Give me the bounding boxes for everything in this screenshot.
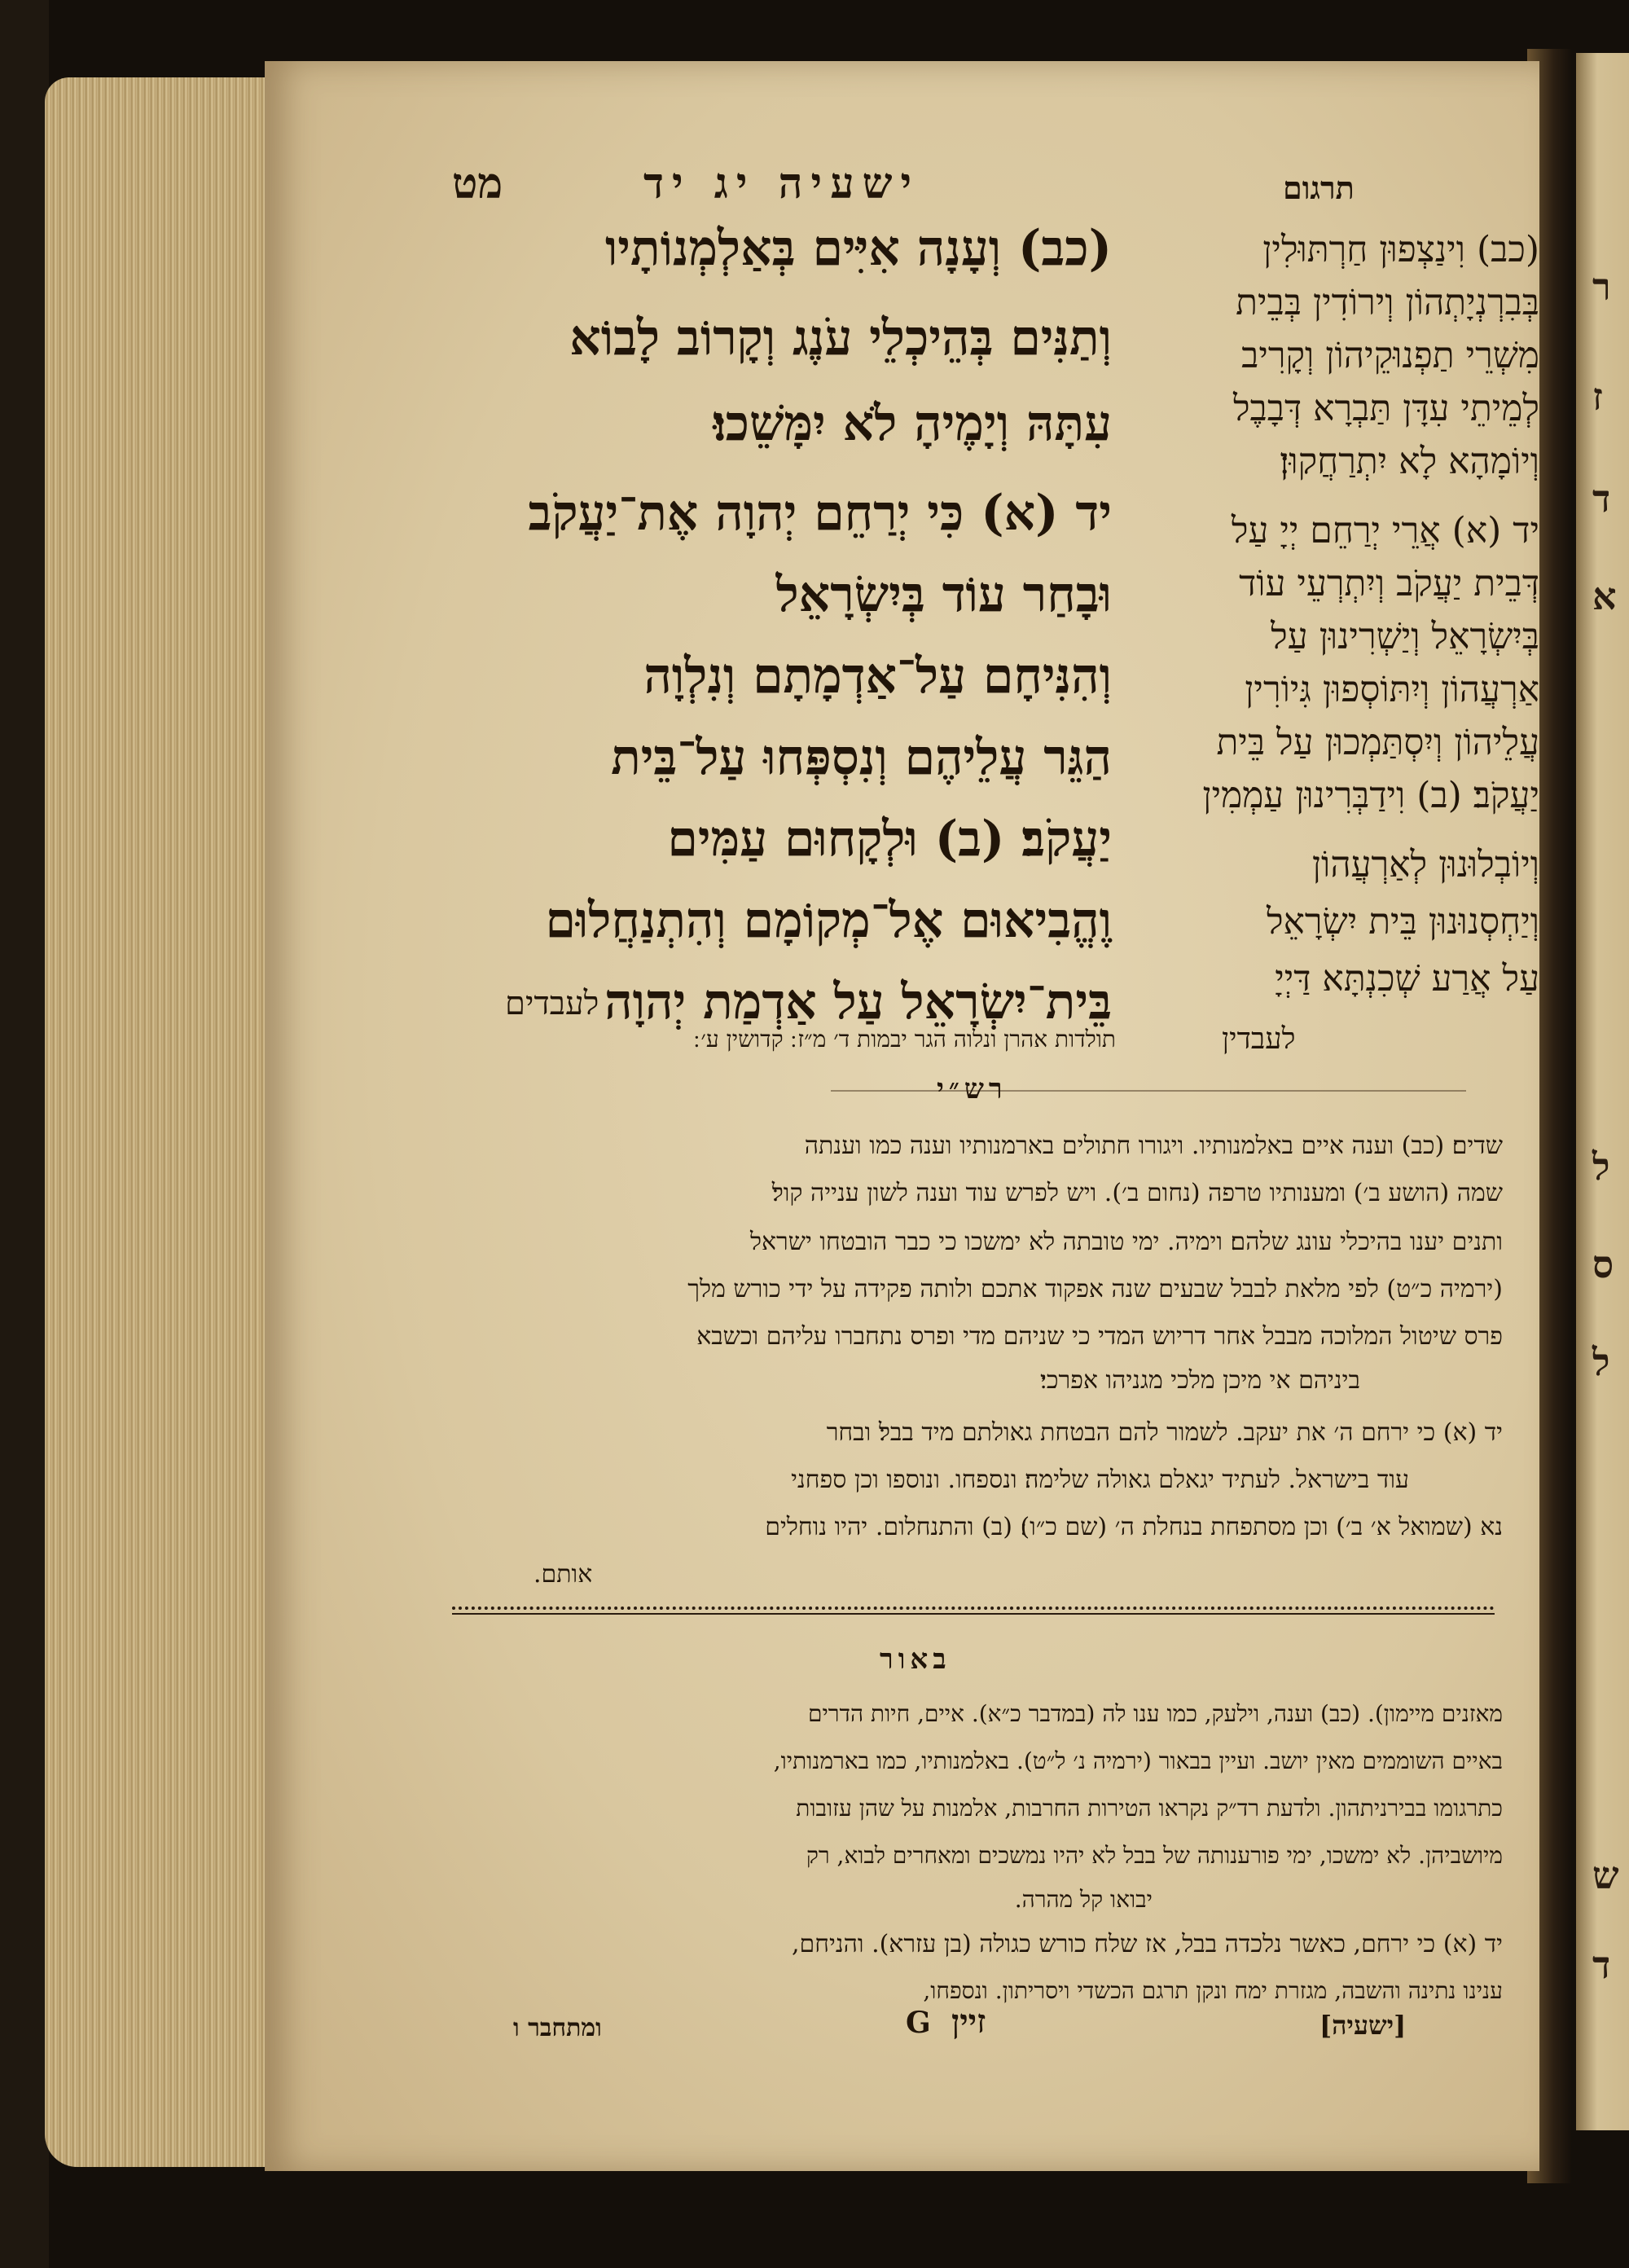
footer-catchword: ומתחבר ו (513, 2014, 602, 2042)
text-line: וֶהֱבִיאוּם אֶל־מְקוֹמָם וְהִתְנַחֲלוּם (545, 892, 1112, 949)
rashi-line: פרס שיטול המלוכה מבבל אחר דריוש המדי כי שניהם מדי ופרס נתחברו עליהם וכשבא (696, 1322, 1503, 1351)
page-number: מט (452, 159, 503, 209)
text-line: הַגֵּר עֲלֵיהֶם וְנִסְפְּחוּ עַל־בֵּית (611, 729, 1112, 786)
targum-line: וְיַחְסְנוּנוּן בֵּית יִשְׂרָאֵל (1266, 901, 1539, 943)
rashi-line: עוד בישראל. לעתיד יגאלם גאולה שלימה׃ ונספחו. ונוספו וכן ספחני (791, 1466, 1409, 1494)
biur-line: יד (א) כי ירחם, כאשר נלכדה בבל, אז שלח כורש כגולה (בן עזרא). והניחם, (791, 1930, 1503, 1958)
rashi-line: שדים׃ (כב) וענה איים באלמנותיו. ויגורו חתולים בארמנותיו וענה כמו וענתה (804, 1132, 1503, 1160)
text-line: (כב) וְעָנָה אִיִּים בְּאַלְמְנוֹתָיו (604, 220, 1112, 277)
rashi-line: נא (שמואל א׳ ב׳) וכן מסתפחת בנחלת ה׳ (שם כ״ו)׃ (ב) והתנחלום. יהיו נוחלים (765, 1513, 1503, 1541)
signature-mark: G (906, 2006, 931, 2040)
next-page-glyph: א (1592, 574, 1617, 618)
biur-line: מאזנים מיימון). (כב) וענה, וילעק, כמו ענו לה (במדבר כ״א). איים, חיות הדרים (807, 1700, 1503, 1727)
next-page-glyph: ר (1592, 265, 1611, 309)
rashi-heading: רש״י (937, 1073, 1008, 1105)
targum-line: דְּבֵית יַעֲקֹב וְיִתְרְעֵי עוֹד (1239, 563, 1539, 604)
biur-line: ענינו נתינה והשבה, מגזרת ימח ונקן תרגם הכשדי ויסריתון. ונספחו, (923, 1977, 1503, 2004)
running-title: ישעיה יג יד (643, 159, 920, 209)
text-line: וְתַנִּים בְּהֵיכְלֵי עֹנֶג וְקָרוֹב לָבוֹא (569, 310, 1112, 367)
biur-heading: באור (880, 1643, 951, 1676)
next-page-glyph: ל (1592, 1340, 1610, 1384)
rashi-line: שמה (הושע ב׳) ומענותיו טרפה (נחום ב׳). ויש לפרש עוד וענה לשון ענייה קול׃ (771, 1179, 1503, 1207)
ornamental-divider (452, 1606, 1495, 1610)
text-line: וְהִנִּיחָם עַל־אַדְמָתָם וְנִלְוָה (643, 648, 1112, 705)
rashi-line: אותם. (533, 1560, 593, 1589)
next-page-glyph: ש (1592, 1853, 1619, 1897)
targum-line: יַעֲקֹב׃ (ב) וִידַבְּרִינוּן עַמְמִין (1202, 775, 1539, 816)
next-page-glyph: ס (1592, 1242, 1614, 1286)
targum-line: אַרְעֲהוֹן וְיִתּוֹסְפוּן גִּיוֹרִין (1245, 669, 1539, 710)
text-line: וּבָחַר עוֹד בְּיִשְׂרָאֵל (775, 566, 1112, 623)
next-page-glyph: ד (1592, 1943, 1611, 1987)
marginal-note: תולדות אהרן ונלוה הגר יבמות ד׳ מ״ז ׃ קדושין ע׳ ׃ (693, 1026, 1116, 1053)
targum-line: וְיוֹמָהָא לָא יִתְרַחֲקוּן׃ (1280, 441, 1539, 482)
targum-line: בְּיִשְׂרָאֵל וְיַשְׁרִינוּן עַל (1271, 616, 1539, 657)
targum-line: עַל אֲרַע שְׁכִנְתָּא דַּיְיָ (1275, 958, 1539, 1000)
text-line: יַעֲקֹב׃ (ב) וּלְקָחוּם עַמִּים (667, 811, 1112, 868)
rashi-line: ביניהם אי מיכן מלכי מגניהו אפרכי׃ (1039, 1366, 1360, 1395)
targum-line: (כב) וִינַצְפוּן חַרְתּוּלִין (1262, 229, 1539, 270)
text-line: בֵּית־יִשְׂרָאֵל עַל אַדְמַת יְהוָה (604, 974, 1112, 1031)
biur-line: כתרגומו בבירניתהון. ולדעת רד״ק נקראו הטירות החרבות, אלמנות על שהן עזובות (796, 1795, 1503, 1822)
signature-word: זיין (951, 2002, 986, 2041)
targum-label: תרגום (1283, 169, 1355, 206)
catchword: לעבדים (505, 985, 599, 1022)
book-bracket-label: [ישעיה] (1319, 2010, 1407, 2041)
section-rule (831, 1090, 1466, 1092)
targum-line: לְמֵיתֵי עִדָּן תַּבְרָא דְּבָבֶל (1232, 388, 1539, 429)
targum-catchword: לעבדין (1222, 1022, 1296, 1056)
targum-line: בְּבִרְנְיָתְהוֹן וְירוֹדִין בְּבֵית (1236, 282, 1539, 323)
rashi-line: (ירמיה כ״ט) לפי מלאת לבבל שבעים שנה אפקוד אתכם ולותה פקידה על ידי כורש מלך (687, 1275, 1503, 1303)
biur-line: יבואו קל מהרה. (1014, 1886, 1153, 1913)
targum-line: מִשְׁרֵי תַפְנוּקֵיהוֹן וְקָרִיב (1241, 335, 1539, 376)
next-page-glyph: ד (1592, 477, 1611, 521)
next-page-edge (1576, 53, 1629, 2130)
rashi-line: יד (א) כי ירחם ה׳ את יעקב. לשמור להם הבטחת גאולתם מיד בבל׃ ובחר (826, 1418, 1503, 1447)
next-page-glyph: ל (1592, 1145, 1610, 1189)
divider-line (452, 1613, 1495, 1615)
targum-line: עֲלֵיהוֹן וְיִסְתַּמְכוּן עַל בֵּית (1216, 722, 1539, 763)
text-line: יד (א) כִּי יְרַחֵם יְהוָה אֶת־יַעֲקֹב (528, 485, 1112, 542)
page-edges (45, 77, 289, 2167)
targum-line: וְיוֹבְלוּנוּן לְאַרְעֲהוֹן (1311, 844, 1539, 886)
targum-line: יד (א) אֲרֵי יְרַחֵם יְיָ עַל (1231, 510, 1539, 552)
biur-line: באיים השוממים מאין יושב. ועיין בבאור (ירמיה נ׳ ל״ט). באלמנותיו, כמו בארמנותיו, (773, 1747, 1503, 1774)
rashi-line: ותנים יענו בהיכלי עונג שלהם׃ וימיה. ימי טובתה לא ימשכו כי כבר הובטחו ישראל (749, 1228, 1503, 1256)
biur-line: מיושביהן. לא ימשכו, ימי פורענותה של בבל לא יהיו נמשכים ומאחרים לבוא, רק (806, 1842, 1503, 1869)
text-line: עִתָּהּ וְיָמֶיהָ לֹא יִמָּשֵׁכוּ׃ (713, 395, 1112, 452)
book-cover (0, 0, 49, 2268)
next-page-glyph: ז (1592, 375, 1603, 419)
